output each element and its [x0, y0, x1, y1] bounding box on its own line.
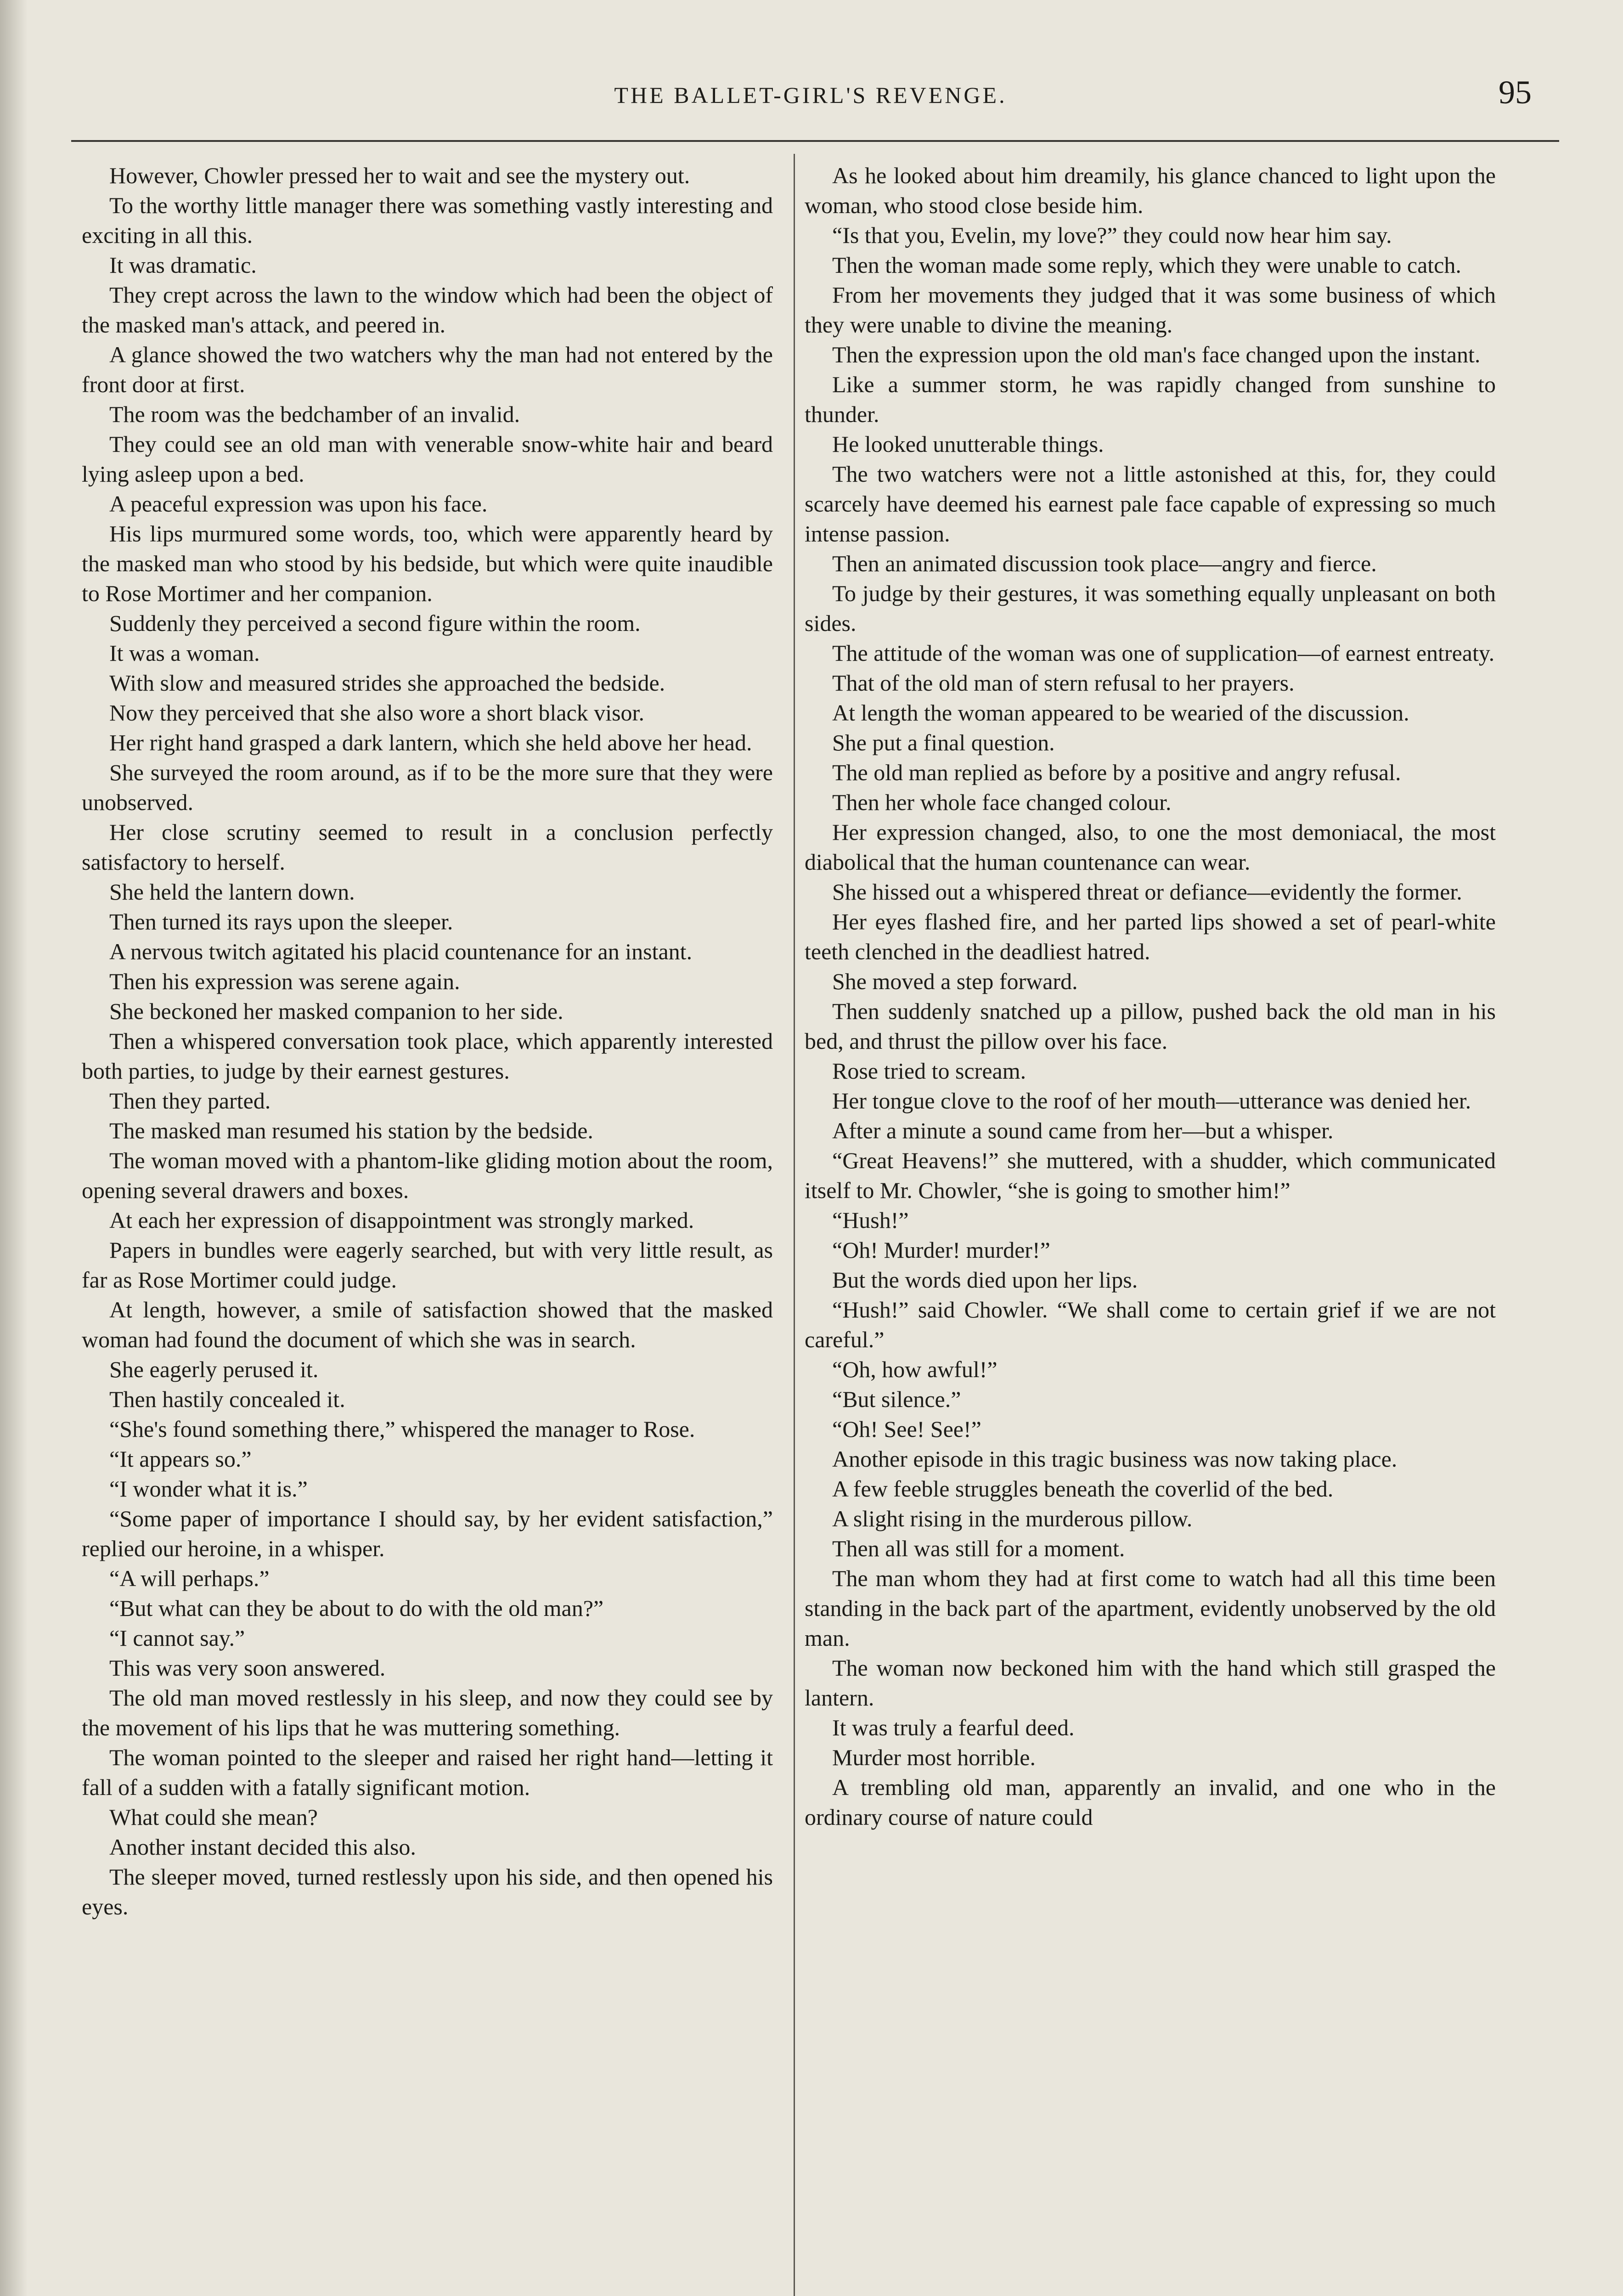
- running-title: THE BALLET-GIRL'S REVENGE.: [614, 82, 1007, 108]
- running-head: [76, 69, 1545, 124]
- page-number: 95: [1499, 74, 1532, 111]
- paragraph: At length, however, a smile of satisfaction showed that the masked woman had found the document of which she was in search.: [82, 1297, 773, 1352]
- paragraph: “A will perhaps.”: [109, 1565, 270, 1591]
- column-divider: [794, 154, 795, 2296]
- paragraph: A slight rising in the murderous pillow.: [832, 1506, 1193, 1531]
- paragraph: It was a woman.: [109, 640, 260, 666]
- paragraph: The attitude of the woman was one of supplication—of earnest entreaty.: [832, 640, 1495, 666]
- paragraph: Suddenly they perceived a second figure within the room.: [109, 610, 641, 636]
- paragraph: Her expression changed, also, to one the most demoniacal, the most diabolical that the human countenance can wear.: [805, 819, 1496, 875]
- paragraph: At each her expression of disappointment was strongly marked.: [109, 1207, 694, 1233]
- paragraph: “But silence.”: [832, 1386, 961, 1412]
- header-rule: [71, 140, 1559, 142]
- paragraph: Her tongue clove to the roof of her mouth—utterance was denied her.: [832, 1088, 1471, 1114]
- paragraph: But the words died upon her lips.: [832, 1267, 1138, 1293]
- paragraph: The woman moved with a phantom-like gliding motion about the room, opening several drawers and boxes.: [82, 1148, 773, 1203]
- paragraph: Then all was still for a moment.: [832, 1536, 1125, 1561]
- paragraph: “Great Heavens!” she muttered, with a shudder, which communicated itself to Mr. Chowler, “she is going to smother him!”: [805, 1148, 1496, 1203]
- paragraph: As he looked about him dreamily, his glance chanced to light upon the woman, who stood close beside him.: [805, 163, 1496, 218]
- right-column: [805, 161, 1496, 2296]
- paragraph: Like a summer storm, he was rapidly changed from sunshine to thunder.: [805, 371, 1496, 427]
- paragraph: The man whom they had at first come to watch had all this time been standing in the back part of the apartment, evidently unobserved by the old man.: [805, 1565, 1496, 1651]
- paragraph: A trembling old man, apparently an invalid, and one who in the ordinary course of nature could: [805, 1774, 1496, 1830]
- paragraph: Rose tried to scream.: [832, 1058, 1026, 1084]
- paragraph: It was dramatic.: [109, 252, 257, 278]
- paragraph: “Oh! See! See!”: [832, 1416, 981, 1442]
- paragraph: Now they perceived that she also wore a short black visor.: [109, 700, 644, 726]
- paragraph: “I wonder what it is.”: [109, 1476, 308, 1502]
- paragraph: She beckoned her masked companion to her side.: [109, 998, 564, 1024]
- paragraph: “I cannot say.”: [109, 1625, 245, 1651]
- paragraph: Then an animated discussion took place—angry and fierce.: [832, 551, 1377, 576]
- paragraph: To judge by their gestures, it was something equally unpleasant on both sides.: [805, 580, 1496, 636]
- paragraph: This was very soon answered.: [109, 1655, 386, 1681]
- paragraph: Her close scrutiny seemed to result in a conclusion perfectly satisfactory to herself.: [82, 819, 773, 875]
- paragraph: The old man moved restlessly in his sleep, and now they could see by the movement of his lips that he was muttering something.: [82, 1685, 773, 1740]
- paragraph: Murder most horrible.: [832, 1745, 1036, 1770]
- paragraph: From her movements they judged that it was some business of which they were unable to divine the meaning.: [805, 282, 1496, 338]
- paragraph: A peaceful expression was upon his face.: [109, 491, 488, 517]
- page-gutter-shadow: [0, 0, 28, 2296]
- paragraph: A nervous twitch agitated his placid countenance for an instant.: [109, 939, 693, 964]
- paragraph: The old man replied as before by a positive and angry refusal.: [832, 760, 1401, 785]
- left-column: [82, 161, 773, 2296]
- paragraph: The woman pointed to the sleeper and raised her right hand—letting it fall of a sudden with a fatally significant motion.: [82, 1745, 773, 1800]
- paragraph: “Oh! Murder! murder!”: [832, 1237, 1050, 1263]
- paragraph: They could see an old man with venerable snow-white hair and beard lying asleep upon a bed.: [82, 431, 773, 487]
- paragraph: Then the woman made some reply, which they were unable to catch.: [832, 252, 1461, 278]
- paragraph: “Is that you, Evelin, my love?” they could now hear him say.: [832, 222, 1392, 248]
- paragraph: “She's found something there,” whispered the manager to Rose.: [109, 1416, 695, 1442]
- paragraph: He looked unutterable things.: [832, 431, 1104, 457]
- paragraph: She held the lantern down.: [109, 879, 355, 905]
- paragraph: Then the expression upon the old man's face changed upon the instant.: [832, 342, 1481, 367]
- paragraph: What could she mean?: [109, 1804, 318, 1830]
- paragraph: “Hush!”: [832, 1207, 909, 1233]
- paragraph: That of the old man of stern refusal to her prayers.: [832, 670, 1295, 696]
- paragraph: After a minute a sound came from her—but a whisper.: [832, 1118, 1334, 1143]
- paragraph: A few feeble struggles beneath the coverlid of the bed.: [832, 1476, 1334, 1502]
- paragraph: “Some paper of importance I should say, by her evident satisfaction,” replied our heroine, in a whisper.: [82, 1506, 773, 1561]
- paragraph: A glance showed the two watchers why the man had not entered by the front door at first.: [82, 342, 773, 397]
- paragraph: “Hush!” said Chowler. “We shall come to certain grief if we are not careful.”: [805, 1297, 1496, 1352]
- paragraph: She hissed out a whispered threat or defiance—evidently the former.: [832, 879, 1462, 905]
- paragraph: She eagerly perused it.: [109, 1356, 319, 1382]
- paragraph: “Oh, how awful!”: [832, 1356, 997, 1382]
- paragraph: “But what can they be about to do with the old man?”: [109, 1595, 604, 1621]
- paragraph: Then they parted.: [109, 1088, 271, 1114]
- paragraph: The sleeper moved, turned restlessly upon his side, and then opened his eyes.: [82, 1864, 773, 1919]
- paragraph: She put a final question.: [832, 730, 1055, 755]
- paragraph: However, Chowler pressed her to wait and see the mystery out.: [109, 163, 690, 188]
- paragraph: Her eyes flashed fire, and her parted lips showed a set of pearl-white teeth clenched in the deadliest hatred.: [805, 909, 1496, 964]
- paragraph: They crept across the lawn to the window which had been the object of the masked man's attack, and peered in.: [82, 282, 773, 338]
- paragraph: Then her whole face changed colour.: [832, 789, 1172, 815]
- paragraph: Papers in bundles were eagerly searched, but with very little result, as far as Rose Mortimer could judge.: [82, 1237, 773, 1293]
- paragraph: With slow and measured strides she approached the bedside.: [109, 670, 665, 696]
- paragraph: Then a whispered conversation took place, which apparently interested both parties, to judge by their earnest gestures.: [82, 1028, 773, 1084]
- paragraph: At length the woman appeared to be wearied of the discussion.: [832, 700, 1409, 726]
- paragraph: Her right hand grasped a dark lantern, which she held above her head.: [109, 730, 752, 755]
- paragraph: The masked man resumed his station by the bedside.: [109, 1118, 593, 1143]
- paragraph: Another episode in this tragic business was now taking place.: [832, 1446, 1398, 1472]
- paragraph: To the worthy little manager there was something vastly interesting and exciting in all this.: [82, 192, 773, 248]
- paragraph: The two watchers were not a little astonished at this, for, they could scarcely have deemed his earnest pale face capable of expressing so much intense passion.: [805, 461, 1496, 546]
- paragraph: She moved a step forward.: [832, 968, 1078, 994]
- paragraph: His lips murmured some words, too, which were apparently heard by the masked man who stood by his bedside, but which were quite inaudible to Rose Mortimer and her companion.: [82, 521, 773, 606]
- paragraph: Another instant decided this also.: [109, 1834, 416, 1860]
- paragraph: Then turned its rays upon the sleeper.: [109, 909, 453, 934]
- paragraph: The woman now beckoned him with the hand which still grasped the lantern.: [805, 1655, 1496, 1711]
- paragraph: Then hastily concealed it.: [109, 1386, 345, 1412]
- paragraph: The room was the bedchamber of an invalid.: [109, 401, 520, 427]
- paragraph: “It appears so.”: [109, 1446, 252, 1472]
- paragraph: She surveyed the room around, as if to be the more sure that they were unobserved.: [82, 760, 773, 815]
- paragraph: Then suddenly snatched up a pillow, pushed back the old man in his bed, and thrust the pillow over his face.: [805, 998, 1496, 1054]
- paragraph: It was truly a fearful deed.: [832, 1715, 1075, 1740]
- paragraph: Then his expression was serene again.: [109, 968, 460, 994]
